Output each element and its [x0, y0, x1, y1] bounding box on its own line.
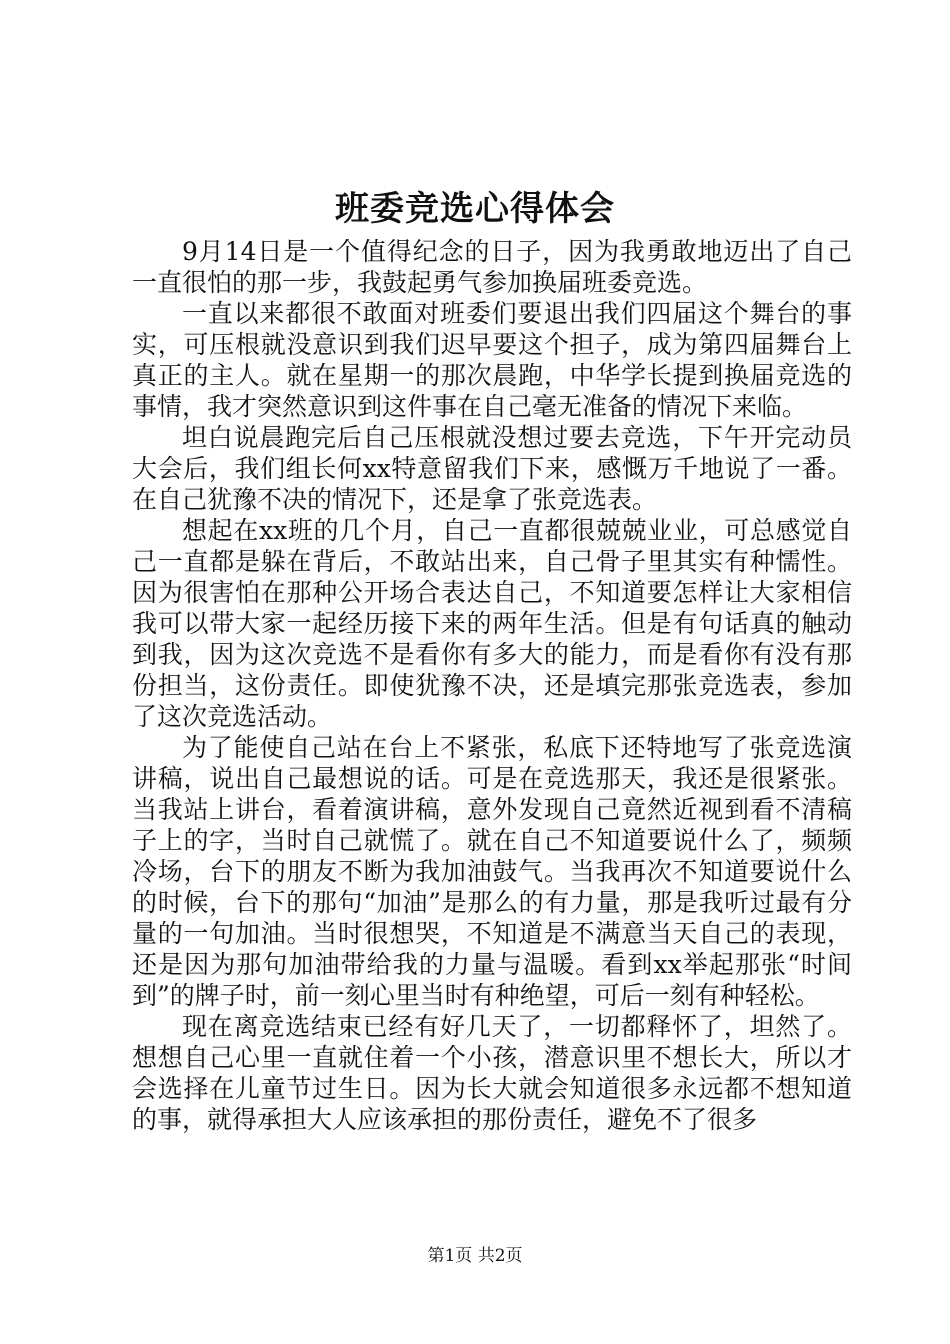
page-number-footer: 第1页 共2页 [427, 1246, 523, 1266]
paragraph: 坦白说晨跑完后自己压根就没想过要去竞选，下午开完动员大会后，我们组长何xx特意留我们下来，感慨万千地说了一番。在自己犹豫不决的情况下，还是拿了张竞选表。 [132, 423, 852, 514]
paragraph: 9月14日是一个值得纪念的日子，因为我勇敢地迈出了自己一直很怕的那一步，我鼓起勇气参加换届班委竞选。 [132, 237, 852, 297]
paragraph: 现在离竞选结束已经有好几天了，一切都释怀了，坦然了。想想自己心里一直就住着一个小孩，潜意识里不想长大，所以才会选择在儿童节过生日。因为长大就会知道很多永远都不想知道的事，就得承担大人应该承担的那份责任，避免不了很多 [132, 1012, 852, 1134]
paragraph: 想起在xx班的几个月，自己一直都很兢兢业业，可总感觉自己一直都是躲在背后，不敢站出来，自己骨子里其实有种懦性。因为很害怕在那种公开场合表达自己，不知道要怎样让大家相信我可以带大家一起经历接下来的两年生活。但是有句话真的触动到我，因为这次竞选不是看你有多大的能力，而是看你有没有那份担当，这份责任。即使犹豫不决，还是填完那张竞选表，参加了这次竞选活动。 [132, 516, 852, 731]
paragraph: 为了能使自己站在台上不紧张，私底下还特地写了张竞选演讲稿，说出自己最想说的话。可是在竞选那天，我还是很紧张。当我站上讲台，看着演讲稿，意外发现自己竟然近视到看不清稿子上的字，当时自己就慌了。就在自己不知道要说什么了，频频冷场，台下的朋友不断为我加油鼓气。当我再次不知道要说什么的时候，台下的那句“加油”是那么的有力量，那是我听过最有分量的一句加油。当时很想哭，不知道是不满意当天自己的表现，还是因为那句加油带给我的力量与温暖。看到xx举起那张“时间到”的牌子时，前一刻心里当时有种绝望，可后一刻有种轻松。 [132, 733, 852, 1010]
paragraph: 一直以来都很不敢面对班委们要退出我们四届这个舞台的事实，可压根就没意识到我们迟早要这个担子，成为第四届舞台上真正的主人。就在星期一的那次晨跑，中华学长提到换届竞选的事情，我才突然意识到这件事在自己毫无准备的情况下来临。 [132, 299, 852, 421]
document-body [132, 236, 852, 1135]
document-title: 班委竞选心得体会 [335, 189, 615, 229]
